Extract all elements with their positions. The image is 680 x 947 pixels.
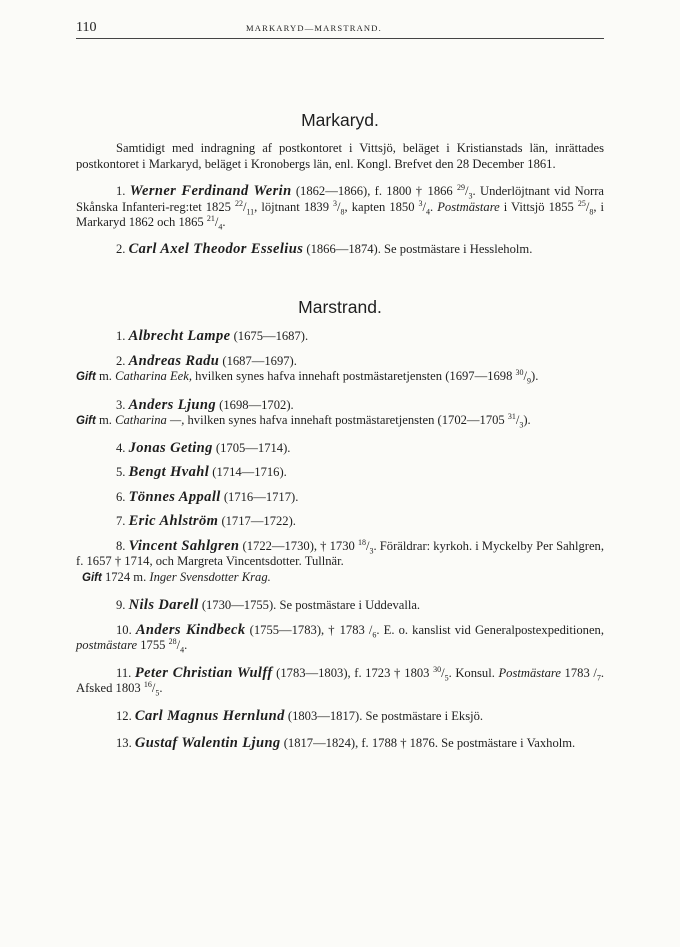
entry-number: 2. bbox=[116, 353, 126, 368]
person-name: Vincent Sahlgren bbox=[128, 537, 240, 554]
entry-text: (1783—1803), f. 1723 † 1803 bbox=[272, 665, 434, 680]
entry-number: 2. bbox=[116, 241, 126, 256]
entry-text: m. bbox=[95, 413, 116, 427]
entry-text: ). bbox=[523, 413, 531, 427]
frac-num: 16 bbox=[143, 679, 152, 689]
entry-text: . Föräldrar: kyrkoh. i Myckelby Per Sahlgren, f. 1657 † 1714, och Margreta Vincentsdotter. Tullnär. bbox=[76, 538, 604, 568]
entry-text: . bbox=[222, 215, 226, 229]
entry-text: (1717—1722). bbox=[218, 514, 296, 528]
spouse-name: Inger Svensdotter Krag. bbox=[149, 569, 271, 584]
role-text: postmästare bbox=[76, 638, 138, 652]
entry-text: . Konsul. bbox=[448, 665, 499, 680]
entry-text: . bbox=[184, 638, 188, 652]
entry-text: hvilken synes hafva innehaft postmästaretjensten (1697—1698 bbox=[192, 369, 516, 383]
marstrand-entry-4 bbox=[76, 441, 604, 457]
entry-number: 7. bbox=[116, 514, 126, 528]
person-name: Carl Axel Theodor Esselius bbox=[128, 240, 304, 257]
frac-den: 8 bbox=[589, 207, 594, 217]
frac-den: 3 bbox=[468, 191, 473, 201]
markaryd-intro: Samtidigt med indragning af postkontoret i Vittsjö, beläget i Kristianstads län, inrättades postkontoret i Markaryd, beläget i Kronobergs län, enl. Kongl. Brefvet den 28 December 1861. bbox=[76, 141, 604, 171]
markaryd-entry-2 bbox=[76, 242, 604, 258]
frac-num: 25 bbox=[577, 198, 586, 208]
entry-number: 1. bbox=[116, 184, 126, 198]
frac-num: 30 bbox=[433, 664, 442, 674]
spouse-name: Catharina Eek, bbox=[115, 369, 193, 383]
entry-text: . bbox=[430, 199, 438, 214]
marstrand-entry-3-marriage: Gift m. Catharina —, hvilken synes hafva innehaft postmästaretjensten (1702—1705 $^{31}/_3$). bbox=[76, 411, 531, 430]
entry-text: (1705—1714). bbox=[212, 440, 291, 455]
entry-text: (1687—1697). bbox=[219, 353, 297, 368]
frac-num: 31 bbox=[507, 411, 516, 421]
entry-text: (1866—1874). Se postmästare i Hessleholm. bbox=[303, 241, 533, 256]
marstrand-entry-13 bbox=[76, 736, 604, 752]
page-number: 110 bbox=[76, 20, 97, 35]
entry-number: 10. bbox=[116, 622, 132, 637]
entry-text: (1755—1783), † 1783 bbox=[245, 622, 369, 637]
entry-text: (1716—1717). bbox=[220, 489, 299, 504]
frac-den: 4 bbox=[180, 645, 185, 655]
entry-text: , i Markaryd 1862 och 1865 bbox=[76, 199, 605, 229]
gift-label: Gift bbox=[76, 371, 96, 383]
entry-number: 11. bbox=[116, 665, 132, 680]
entry-number: 6. bbox=[116, 489, 126, 504]
entry-text: , löjtnant 1839 bbox=[254, 199, 334, 214]
person-name: Albrecht Lampe bbox=[128, 328, 231, 344]
entry-text: (1803—1817). Se postmästare i Eksjö. bbox=[284, 708, 484, 723]
person-name: Werner Ferdinand Werin bbox=[129, 183, 292, 199]
marstrand-entry-8: 8. Vincent Sahlgren (1722—1730), † 1730 $^{18}/_3$. Föräldrar: kyrkoh. i Myckelby Per Sahlgren, f. 1657 † 1714, och Margreta Vincentsdotter. Tullnär. bbox=[76, 537, 604, 568]
frac-num: 29 bbox=[457, 182, 466, 192]
entry-text: m. bbox=[95, 369, 116, 383]
entry-text: (1675—1687). bbox=[230, 329, 309, 343]
page-header bbox=[76, 20, 604, 36]
running-head: MARKARYD—MARSTRAND. bbox=[246, 23, 382, 33]
page bbox=[76, 20, 604, 752]
entry-number: 1. bbox=[116, 329, 126, 343]
person-name: Jonas Geting bbox=[128, 439, 213, 456]
entry-number: 13. bbox=[116, 736, 132, 750]
entry-number: 9. bbox=[116, 598, 126, 612]
role-text: Postmästare bbox=[437, 199, 500, 214]
frac-num: 3 bbox=[418, 198, 423, 208]
person-name: Tönnes Appall bbox=[128, 488, 221, 505]
frac-den: 5 bbox=[155, 688, 160, 698]
section-title-markaryd: Markaryd. bbox=[301, 110, 379, 130]
frac-num: 30 bbox=[515, 367, 524, 377]
marstrand-entry-7 bbox=[76, 514, 604, 530]
header-rule bbox=[76, 38, 604, 39]
marstrand-entry-12 bbox=[76, 709, 604, 725]
person-name: Anders Kindbeck bbox=[135, 621, 246, 638]
frac-num: 3 bbox=[333, 198, 338, 208]
entry-text: . Underlöjtnant vid Norra Skånska Infanteri-reg:tet 1825 bbox=[76, 184, 604, 214]
entry-text: hvilken synes hafva innehaft postmästaretjensten (1702—1705 bbox=[184, 413, 508, 427]
entry-number: 3. bbox=[116, 397, 126, 412]
marstrand-entry-5 bbox=[76, 465, 604, 481]
entry-text: (1714—1716). bbox=[209, 465, 287, 479]
frac-den: 5 bbox=[444, 673, 449, 683]
marstrand-entry-11: 11. Peter Christian Wulff (1783—1803), f. 1723 † 1803 $^{30}/_5$. Konsul. Postmästare 1783 $/_7$. Afsked 1803 $^{16}/_5$. bbox=[76, 664, 604, 698]
entry-text: i Vittsjö 1855 bbox=[499, 199, 578, 214]
entry-text: (1730—1755). Se postmästare i Uddevalla. bbox=[198, 598, 421, 612]
frac-den: 6 bbox=[372, 630, 377, 640]
person-name: Gustaf Walentin Ljung bbox=[134, 735, 281, 751]
frac-den: 3 bbox=[369, 546, 374, 556]
frac-den: 9 bbox=[527, 376, 532, 386]
marstrand-entry-6 bbox=[76, 490, 604, 506]
entry-text: (1817—1824), f. 1788 † 1876. Se postmästare i Vaxholm. bbox=[280, 736, 576, 750]
entry-text: . bbox=[159, 681, 163, 695]
entry-number: 8. bbox=[116, 538, 126, 553]
person-name: Carl Magnus Hernlund bbox=[134, 707, 285, 724]
marstrand-entry-2 bbox=[76, 354, 604, 370]
spouse-name: Catharina —, bbox=[115, 413, 185, 427]
person-name: Bengt Hvahl bbox=[128, 464, 210, 480]
frac-num: 28 bbox=[168, 636, 177, 646]
person-name: Nils Darell bbox=[128, 597, 199, 613]
entry-text: . E. o. kanslist vid Generalpostexpeditionen, bbox=[376, 622, 605, 637]
entry-text: 1783 bbox=[560, 665, 594, 680]
entry-text: (1698—1702). bbox=[216, 397, 294, 412]
frac-den: 7 bbox=[596, 673, 601, 683]
entry-text: 1724 m. bbox=[101, 569, 150, 584]
frac-den: 8 bbox=[340, 207, 345, 217]
person-name: Andreas Radu bbox=[128, 352, 220, 369]
person-name: Anders Ljung bbox=[128, 396, 217, 413]
frac-num: 21 bbox=[206, 213, 215, 223]
gift-label: Gift bbox=[76, 415, 96, 427]
entry-number: 4. bbox=[116, 440, 126, 455]
frac-den: 11 bbox=[246, 207, 255, 217]
entry-text: 1755 bbox=[137, 638, 169, 652]
gift-label: Gift bbox=[82, 571, 102, 584]
frac-den: 4 bbox=[426, 207, 431, 217]
marstrand-entry-10: 10. Anders Kindbeck (1755—1783), † 1783 $/_6$. E. o. kanslist vid Generalpostexpeditionen, postmästare 1755 $^{28}/_4$. bbox=[76, 621, 605, 655]
frac-num: 22 bbox=[234, 198, 243, 208]
frac-num: 18 bbox=[357, 537, 366, 547]
entry-text: (1862—1866), f. 1800 † 1866 bbox=[291, 184, 458, 198]
entry-text: (1722—1730), † 1730 bbox=[239, 538, 358, 553]
markaryd-entry-1: 1. Werner Ferdinand Werin (1862—1866), f. 1800 † 1866 $^{29}/_3$. Underlöjtnant vid Norra Skånska Infanteri-reg:tet 1825 $^{22}/_{11}$, löjtnant 1839 $^3/_8$, kapten 1850 $^3/_4$. Postmästare i Vittsjö 1855 $^{25}/_8$, i Markaryd 1862 och 1865 $^{21}/_4$. bbox=[76, 182, 605, 232]
frac-den: 3 bbox=[519, 420, 524, 430]
person-name: Peter Christian Wulff bbox=[134, 664, 273, 681]
marstrand-entry-9 bbox=[76, 598, 604, 614]
frac-den: 4 bbox=[218, 222, 223, 232]
role-text: Postmästare bbox=[498, 665, 561, 680]
marstrand-entry-1 bbox=[76, 329, 604, 345]
entry-number: 5. bbox=[116, 465, 126, 479]
marstrand-entry-3 bbox=[76, 398, 604, 414]
marstrand-entry-8-marriage bbox=[76, 570, 604, 587]
entry-text: ). bbox=[531, 369, 539, 383]
marstrand-entry-2-marriage: Gift m. Catharina Eek, hvilken synes hafva innehaft postmästaretjensten (1697—1698 $^{30}/_9$). bbox=[76, 367, 539, 386]
entry-text: . Afsked 1803 bbox=[76, 665, 604, 695]
section-title-marstrand: Marstrand. bbox=[298, 297, 382, 317]
entry-text: , kapten 1850 bbox=[344, 199, 419, 214]
entry-number: 12. bbox=[116, 708, 132, 723]
person-name: Eric Ahlström bbox=[128, 513, 219, 529]
